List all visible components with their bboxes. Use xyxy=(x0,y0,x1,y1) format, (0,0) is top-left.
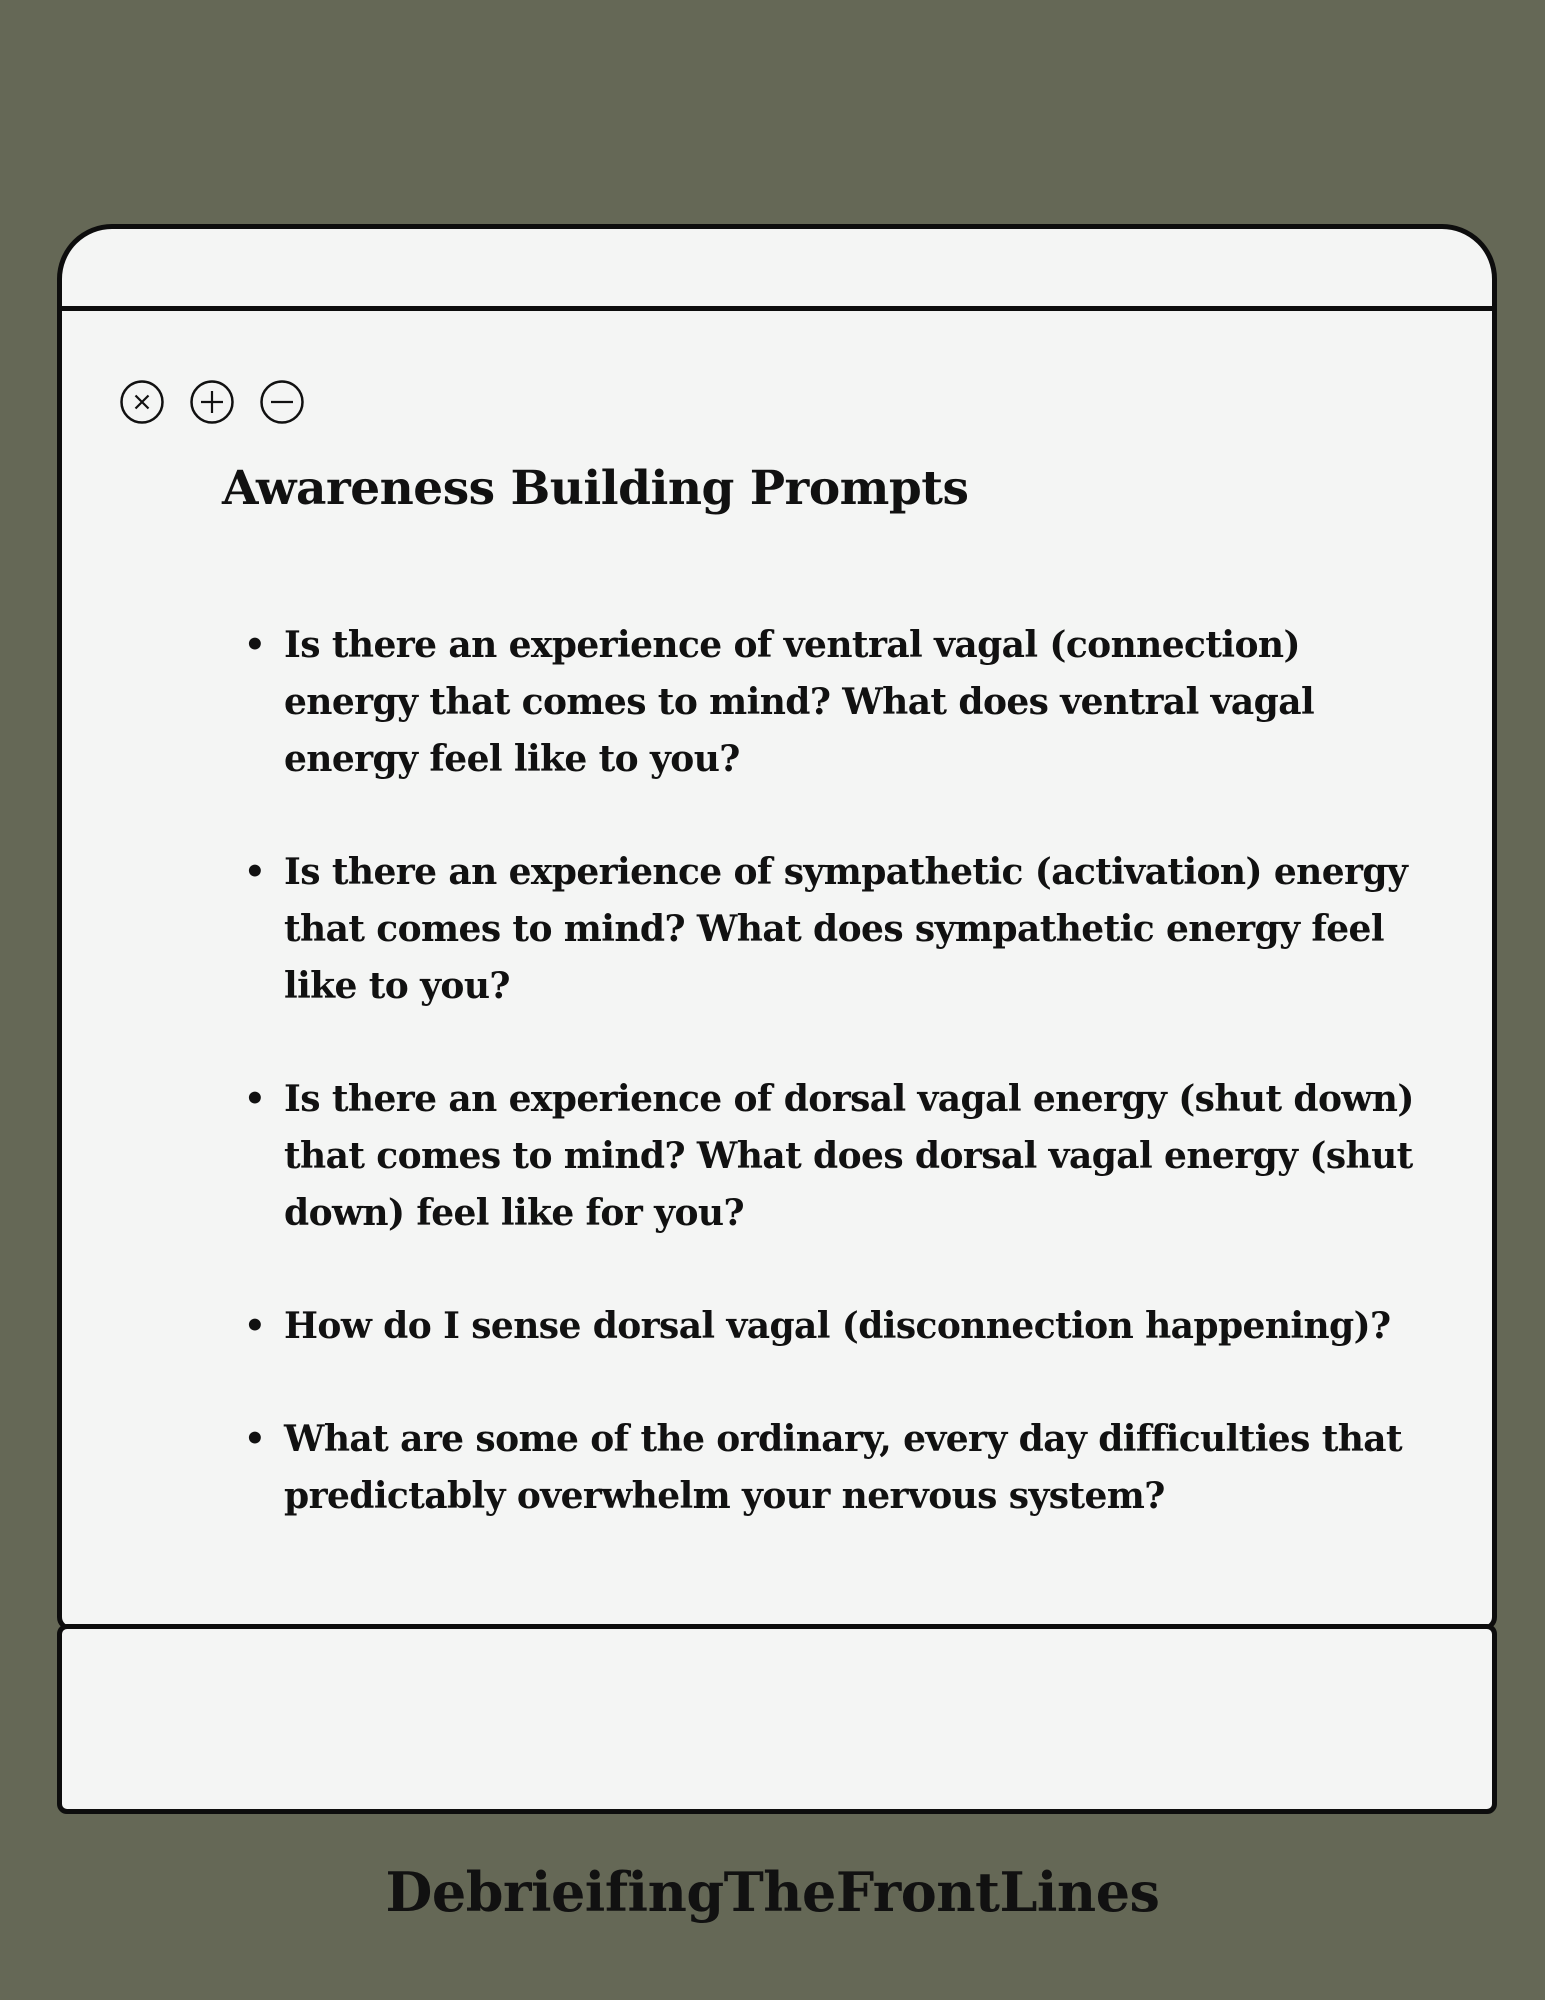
prompt-window xyxy=(57,224,1497,1631)
prompt-item xyxy=(242,1298,1442,1355)
minus-circle-icon[interactable] xyxy=(259,379,305,425)
prompt-text: Is there an experience of ventral vagal (connection) energy that comes to mind? What does ventral vagal energy feel like to you? xyxy=(284,624,1315,780)
brand-name: DebrieifingTheFrontLines xyxy=(385,1860,1160,1924)
prompt-text: Is there an experience of dorsal vagal energy (shut down) that comes to mind? What does dorsal vagal energy (shut down) feel like for you? xyxy=(284,1078,1414,1234)
bullet-icon: • xyxy=(244,852,266,892)
prompt-text: Is there an experience of sympathetic (activation) energy that comes to mind? What does sympathetic energy feel like to you? xyxy=(284,851,1408,1007)
footer-panel xyxy=(57,1624,1497,1814)
bullet-icon: • xyxy=(244,625,266,665)
plus-circle-icon[interactable] xyxy=(189,379,235,425)
prompt-text: How do I sense dorsal vagal (disconnection happening)? xyxy=(284,1305,1391,1347)
prompt-item xyxy=(242,1411,1442,1525)
window-title-bar[interactable] xyxy=(62,229,1492,311)
prompt-item xyxy=(242,617,1442,788)
prompt-text: What are some of the ordinary, every day difficulties that predictably overwhelm your nervous system? xyxy=(284,1418,1403,1517)
close-circle-icon[interactable] xyxy=(119,379,165,425)
bullet-icon: • xyxy=(244,1079,266,1119)
prompt-list xyxy=(242,617,1442,1525)
prompt-item xyxy=(242,1071,1442,1242)
bullet-icon: • xyxy=(244,1419,266,1459)
page-title: Awareness Building Prompts xyxy=(222,461,969,516)
window-controls xyxy=(119,379,305,425)
prompt-item xyxy=(242,844,1442,1015)
bullet-icon: • xyxy=(244,1306,266,1346)
